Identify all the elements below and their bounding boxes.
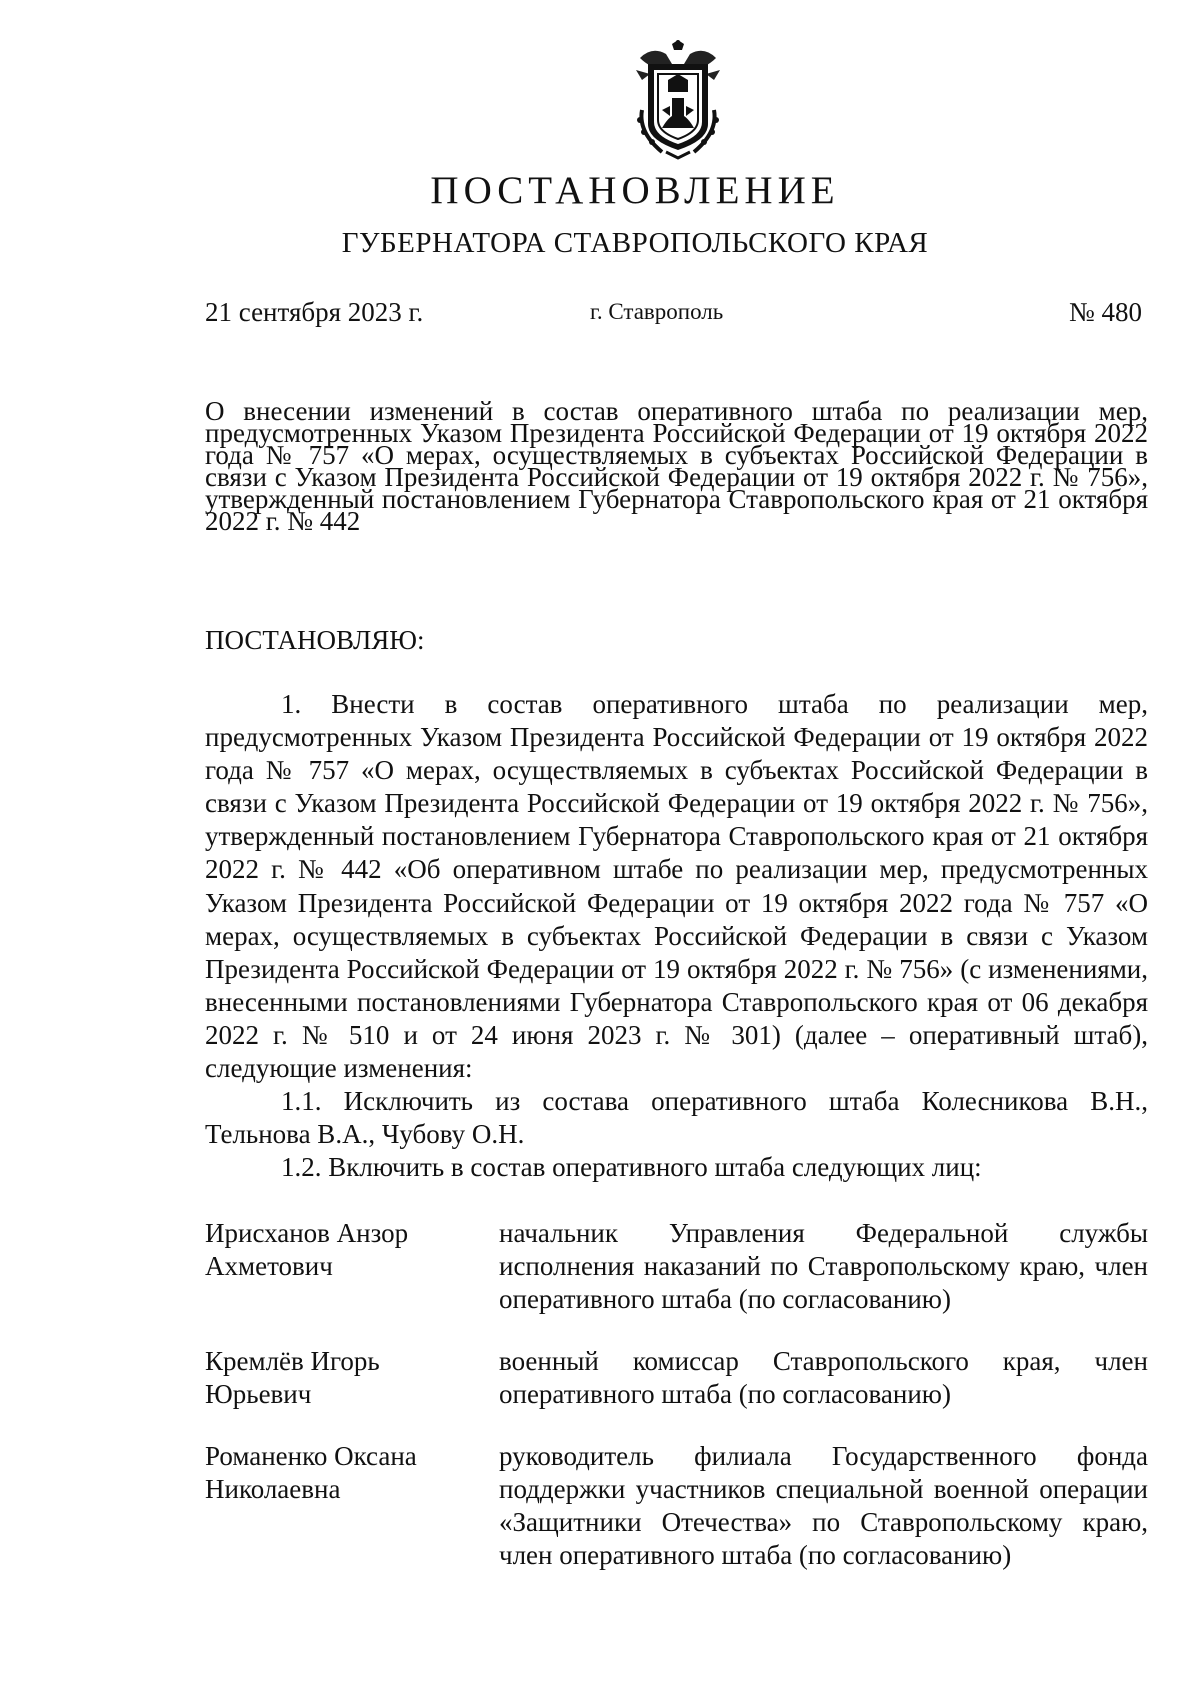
member-name-line: Кремлёв Игорь (205, 1346, 380, 1376)
member-name-line: Юрьевич (205, 1379, 312, 1409)
document-city: г. Ставрополь (590, 299, 724, 324)
member-row (205, 1440, 1148, 1572)
member-name (205, 1440, 499, 1572)
coat-of-arms-icon (632, 40, 724, 160)
document-date: 21 сентября 2023 г. (205, 297, 424, 327)
member-name (205, 1345, 499, 1411)
member-name-line: Романенко Оксана (205, 1441, 417, 1471)
member-role: начальник Управления Федеральной службы исполнения наказаний по Ставропольскому краю, член оперативного штаба (по согласованию) (499, 1218, 1148, 1314)
document-body (205, 688, 1148, 1184)
decree-word: ПОСТАНОВЛЯЮ: (205, 625, 425, 655)
member-row (205, 1345, 1148, 1411)
member-name-line: Ахметович (205, 1251, 333, 1281)
member-name-line: Николаевна (205, 1474, 341, 1504)
document-heading: О внесении изменений в состав оперативного штаба по реализации мер, предусмотренных Указом Президента Российской Федерации от 19 октября 2022 года № 757 «О мерах, осуществляемых в субъектах Российской Федерации в связи с Указом Президента Российской Федерации от 19 октября 2022 г. № 756», утвержденный постановлением Губернатора Ставропольского края от 21 октября 2022 г. № 442 (205, 396, 1148, 536)
document-number: № 480 (1068, 297, 1142, 327)
document-subtitle: ГУБЕРНАТОРА СТАВРОПОЛЬСКОГО КРАЯ (341, 227, 929, 259)
paragraph-1: 1. Внести в состав оперативного штаба по реализации мер, предусмотренных Указом Президента Российской Федерации от 19 октября 2022 года № 757 «О мерах, осуществляемых в субъектах Российской Федерации в связи с Указом Президента Российской Федерации от 19 октября 2022 г. № 756», утвержденный постановлением Губернатора Ставропольского края от 21 октября 2022 г. № 442 «Об оперативном штабе по реализации мер, предусмотренных Указом Президента Российской Федерации от 19 октября 2022 года № 757 «О мерах, осуществляемых в субъектах Российской Федерации в связи с Указом Президента Российской Федерации от 19 октября 2022 г. № 756» (с изменениями, внесенными постановлениями Губернатора Ставропольского края от 06 декабря 2022 г. № 510 и от 24 июня 2023 г. № 301) (далее – оперативный штаб), следующие изменения: (205, 689, 1148, 1084)
document-title: ПОСТАНОВЛЕНИЕ (430, 169, 840, 212)
paragraph-1-2: 1.2. Включить в состав оперативного штаба следующих лиц: (281, 1152, 982, 1183)
member-role: руководитель филиала Государственного фонда поддержки участников специальной военной операции «Защитники Отечества» по Ставропольскому краю, член оперативного штаба (по согласованию) (499, 1441, 1148, 1570)
member-row (205, 1217, 1148, 1316)
member-role: военный комиссар Ставропольского края, член оперативного штаба (по согласованию) (499, 1346, 1148, 1409)
member-name (205, 1217, 499, 1316)
member-name-line: Ирисханов Анзор (205, 1218, 409, 1248)
members-list (205, 1217, 1148, 1601)
paragraph-1-1: 1.1. Исключить из состава оперативного штаба Колесникова В.Н., Тельнова В.А., Чубову О.Н. (205, 1086, 1148, 1150)
